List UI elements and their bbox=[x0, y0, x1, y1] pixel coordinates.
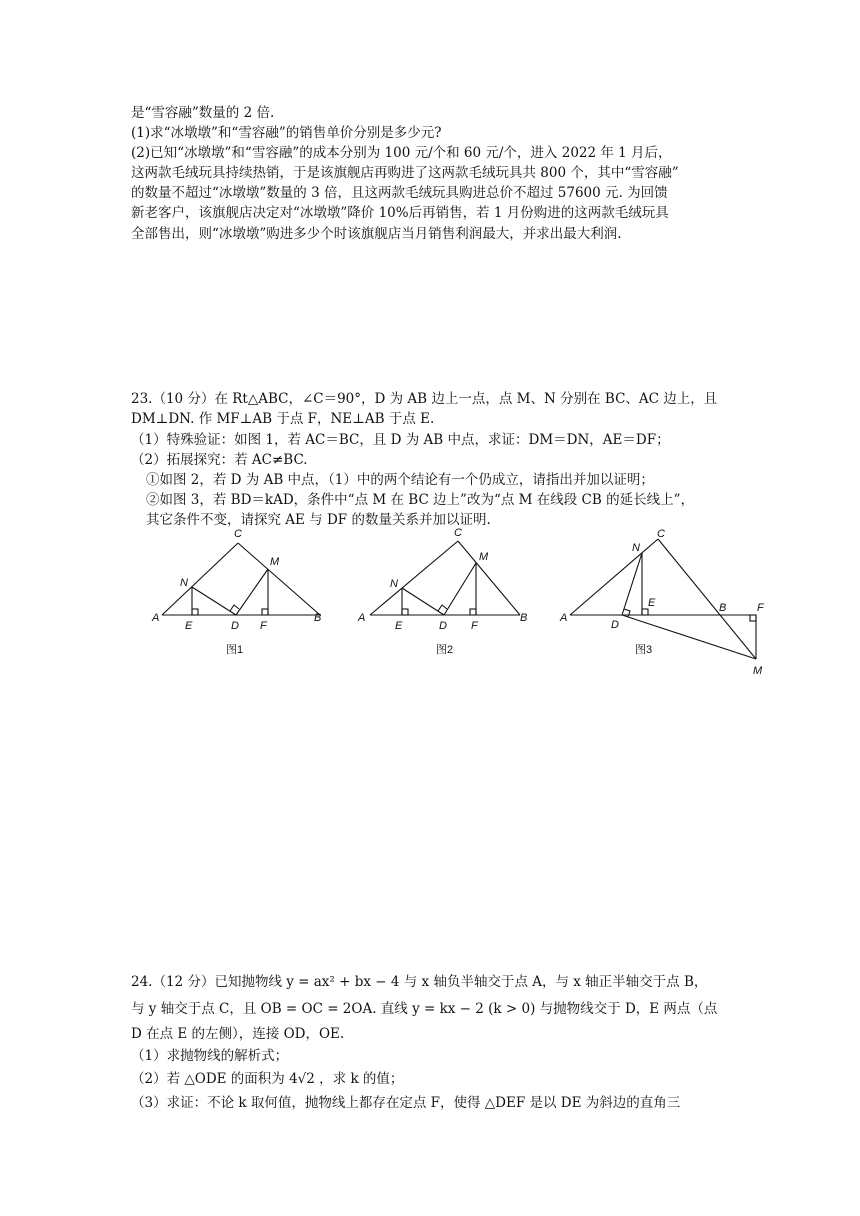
q23-line-5: ①如图 2，若 D 为 AB 中点，（1）中的两个结论有一个仍成立，请指出并加以证明； bbox=[146, 472, 654, 488]
q23-line-2: DM⊥DN. 作 MF⊥AB 于点 F，NE⊥AB 于点 E. bbox=[131, 411, 435, 427]
fig1-label-f: F bbox=[260, 620, 267, 632]
fig2-caption: 图2 bbox=[436, 644, 454, 656]
q24-line-4: （1）求抛物线的解析式； bbox=[131, 1048, 289, 1064]
figure-1 bbox=[148, 524, 338, 659]
fig2-label-m: M bbox=[479, 551, 489, 563]
fig2-label-f: F bbox=[471, 620, 478, 632]
fig1-label-c: C bbox=[234, 528, 242, 540]
fig2-label-c: C bbox=[454, 527, 462, 539]
fig1-caption: 图1 bbox=[226, 644, 244, 656]
q22-line-6: 新老客户，该旗舰店决定对“冰墩墩”降价 10%后再销售，若 1 月份购进的这两款毛绒玩具 bbox=[131, 205, 669, 221]
fig2-label-d: D bbox=[439, 620, 447, 632]
fig3-label-d: D bbox=[611, 619, 619, 631]
q22-line-1: 是“雪容融”数量的 2 倍. bbox=[131, 105, 275, 121]
fig3-label-n: N bbox=[632, 542, 640, 554]
fig3-label-c: C bbox=[657, 528, 665, 540]
q24-line-6: （3）求证：不论 k 取何值，抛物线上都存在定点 F，使得 △DEF 是以 DE 为斜边的直角三 bbox=[131, 1095, 681, 1111]
fig2-label-e: E bbox=[395, 620, 403, 632]
q24-line-1: 24.（12 分）已知抛物线 y = ax² + bx − 4 与 x 轴负半轴交于点 A，与 x 轴正半轴交于点 B， bbox=[131, 974, 708, 990]
q24-line-3: D 在点 E 的左侧），连接 OD，OE. bbox=[131, 1026, 345, 1042]
fig1-label-d: D bbox=[231, 620, 239, 632]
q22-line-5: 的数量不超过“冰墩墩”数量的 3 倍，且这两款毛绒玩具购进总价不超过 57600 元. 为回馈 bbox=[131, 185, 668, 201]
fig1-label-m: M bbox=[270, 556, 280, 568]
fig1-label-e: E bbox=[185, 620, 193, 632]
q22-line-7: 全部售出，则“冰墩墩”购进多少个时该旗舰店当月销售利润最大，并求出最大利润. bbox=[131, 226, 622, 242]
fig2-label-b: B bbox=[520, 612, 528, 624]
q23-line-1: 23.（10 分）在 Rt△ABC，∠C＝90°，D 为 AB 边上一点，点 M、N 分别在 BC、AC 边上，且 bbox=[131, 391, 718, 407]
q23-line-7: 其它条件不变，请探究 AE 与 DF 的数量关系并加以证明. bbox=[146, 512, 491, 528]
fig2-label-a: A bbox=[358, 612, 366, 624]
fig1-label-a: A bbox=[152, 612, 160, 624]
fig2-label-n: N bbox=[390, 578, 398, 590]
fig3-caption: 图3 bbox=[635, 644, 653, 656]
q23-line-6: ②如图 3，若 BD＝kAD，条件中“点 M 在 BC 边上”改为“点 M 在线段 CB 的延长线上”， bbox=[146, 492, 695, 508]
fig1-label-b: B bbox=[314, 612, 322, 624]
fig3-label-f: F bbox=[757, 602, 764, 614]
q23-line-3: （1）特殊验证：如图 1，若 AC＝BC，且 D 为 AB 中点，求证：DM＝DN，AE＝DF； bbox=[131, 432, 670, 448]
q22-line-4: 这两款毛绒玩具持续热销，于是该旗舰店再购进了这两款毛绒玩具共 800 个，其中“雪容融” bbox=[131, 165, 679, 181]
q22-line-3: (2)已知“冰墩墩”和“雪容融”的成本分别为 100 元/个和 60 元/个，进入 2022 年 1 月后， bbox=[131, 145, 672, 161]
q24-line-5: （2）若 △ODE 的面积为 4√2 ，求 k 的值； bbox=[131, 1071, 404, 1087]
fig3-label-a: A bbox=[560, 612, 568, 624]
fig1-label-n: N bbox=[180, 577, 188, 589]
q22-line-2: (1)求“冰墩墩”和“雪容融”的销售单价分别是多少元? bbox=[131, 125, 442, 141]
fig3-label-b: B bbox=[719, 602, 727, 614]
fig3-label-m: M bbox=[753, 665, 763, 677]
figure-3 bbox=[556, 524, 776, 679]
q24-line-2: 与 y 轴交于点 C，且 OB = OC = 2OA. 直线 y = kx − 2 (k > 0) 与抛物线交于 D，E 两点（点 bbox=[131, 1001, 718, 1017]
fig3-label-e: E bbox=[648, 597, 656, 609]
figure-2 bbox=[352, 524, 542, 659]
q23-line-4: （2）拓展探究：若 AC≠BC. bbox=[131, 452, 308, 468]
